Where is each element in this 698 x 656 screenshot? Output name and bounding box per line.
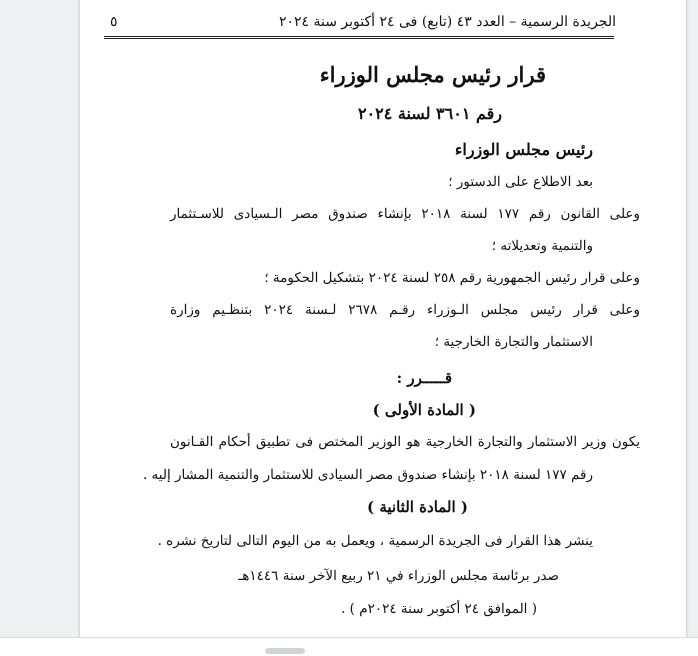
- article-1-text: يكون وزير الاستثمار والتجارة الخارجية هو الوزير المختص فى تطبيق أحكام القـانون: [170, 434, 640, 450]
- decree-number: رقم ٣٦٠١ لسنة ٢٠٢٤: [357, 104, 502, 123]
- article-2-heading: ( المادة الثانية ): [367, 498, 468, 516]
- decree-title: قرار رئيس مجلس الوزراء: [319, 62, 546, 87]
- preamble-line: والتنمية وتعديلاته ؛: [491, 238, 593, 254]
- article-2-text: ينشر هذا القرار فى الجريدة الرسمية ، ويعمل به من اليوم التالى لتاريخ نشره .: [157, 533, 593, 549]
- header-title: الجريدة الرسمية – العدد ٤٣ (تابع) فى ٢٤ أكتوبر سنة ٢٠٢٤: [278, 14, 616, 30]
- header-divider: [104, 36, 614, 39]
- article-1-heading: ( المادة الأولى ): [372, 401, 476, 419]
- hijri-gregorian-line: ( الموافق ٢٤ أكتوبر سنة ٢٠٢٤م ) .: [341, 601, 537, 617]
- decided-heading: قـــــرر :: [396, 369, 452, 387]
- preamble-line: وعلى قرار رئيس الجمهورية رقم ٢٥٨ لسنة ٢٠٢٤ بتشكيل الحكومة ؛: [264, 270, 640, 286]
- article-1-text: رقم ١٧٧ لسنة ٢٠١٨ بإنشاء صندوق مصر السيادى للاستثمار والتنمية المشار إليه .: [142, 467, 593, 483]
- horizontal-scrollbar[interactable]: [0, 637, 698, 656]
- viewer-background: [0, 0, 80, 656]
- preamble-line: وعلى قرار رئيس مجلس الـوزراء رقـم ٢٦٧٨ لـسنة ٢٠٢٤ بتنظـيم وزارة: [170, 302, 640, 318]
- issued-line: صدر برئاسة مجلس الوزراء في ٢١ ربيع الآخر سنة ١٤٤٦هـ: [238, 568, 559, 584]
- scrollbar-thumb[interactable]: [265, 648, 305, 654]
- preamble-line: وعلى القانون رقم ١٧٧ لسنة ٢٠١٨ بإنشاء صندوق مصر الـسيادى للاسـتثمار: [170, 206, 640, 222]
- preamble-line: الاستثمار والتجارة الخارجية ؛: [434, 334, 593, 350]
- document-page: [80, 0, 686, 656]
- page-header: [110, 13, 616, 31]
- preamble-line: بعد الاطلاع على الدستور ؛: [448, 174, 593, 190]
- issuer-heading: رئيس مجلس الوزراء: [454, 140, 593, 159]
- page-number: ٥: [110, 14, 118, 30]
